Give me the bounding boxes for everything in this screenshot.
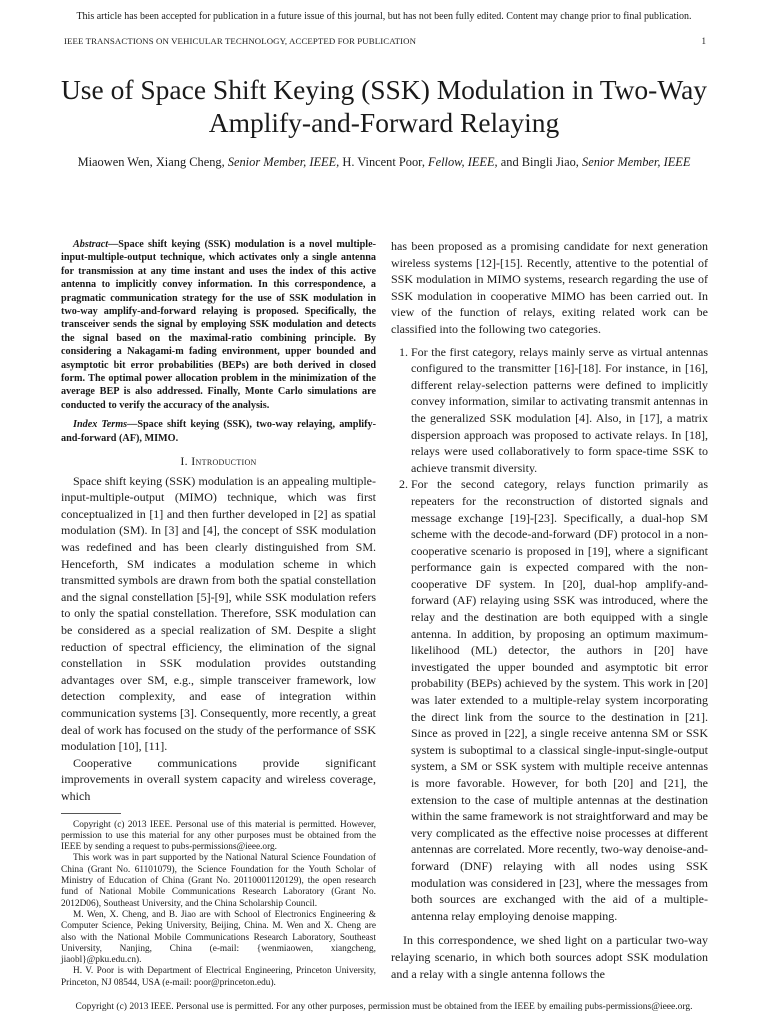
section-heading-introduction: I. Introduction: [180, 454, 257, 469]
footnote-affiliation-1: M. Wen, X. Cheng, and B. Jiao are with School of Electronics Engineering & Computer Science, Peking University, Beijing, China. M. Wen and X. Cheng are also with the National Mobile Communications Research Laboratory, Southeast University, Nanjing, China (e-mail: {wenmiaowen, xiangcheng, jiaobl}@pku.edu.cn).: [61, 909, 376, 966]
list-item: 2. For the second category, relays function primarily as repeaters for the reconstruction of distorted signals and message exchange [19]-[23]. Specifically, a dual-hop SM scheme with the decode-and-forward (DF) protocol in a non-cooperative scenario is proposed in [19], where a significant performance gain is expected compared with the non-cooperative DF system. In [20], dual-hop amplify-and-forward (AF) relaying using SSK was introduced, where the relay and the destination are both equipped with a single antenna. In addition, by proposing an optimum maximum-likelihood (ML) detector, the authors in [20] have investigated the upper bounded and asymptotic bit error probability (BEPs) achieved by the system. This work in [20] was later extended to a multiple-relay system incorporating the direct link from the source to the destination in [21]. Since as proved in [22], a single receive antenna SM or SSK system is suboptimal to a classical single-input-single-output system, a SM or SSK system with multiple receive antennas is more favorable. However, for both [20] and [21], the extension to the case of multiple antennas at the destination within the same framework is not straightforward and may be very complicated as the effective noise processes at different antennas are correlated. More recently, two-way denoise-and-forward (DNF) relaying with all nodes using SSK modulation was considered in [23], where the messages from both sources are exchanged with the aid of a multiple-antenna relay employing denoise mapping.: [411, 476, 708, 924]
author-2-role: Fellow, IEEE,: [428, 155, 498, 169]
left-column: [61, 238, 376, 989]
categories-list: [391, 344, 708, 925]
index-terms-text: —Space shift keying (SSK), two-way relaying, amplify-and-forward (AF), MIMO.: [61, 419, 376, 444]
intro-paragraph-1: Space shift keying (SSK) modulation is an appealing multiple-input-multiple-output (MIMO) technique, which was first conceptualized in [1] and then further developed in [2] as spatial modulation (SM). In [3] and [4], the concept of SSK modulation was redefined and has been clearly distinguished from SM. Henceforth, SM indicates a modulation scheme in which transmitted symbols are drawn from both the spatial constellation and the signal constellation [5]-[9], while SSK modulation refers to only the spatial constellation. Therefore, SSK modulation can be considered as a special realization of SM. Despite a slight reduction of spectral efficiency, the elimination of the signal constellation in SSK modulation provides outstanding advantages over SM, e.g., simple transceiver framework, low detection complexity, and ease of integration within communication systems [3]. Consequently, more recently, a great deal of work has focused on the study of the performance of SSK modulation [10], [11].: [61, 473, 376, 754]
abstract-text: —Space shift keying (SSK) modulation is a novel multiple-input-multiple-output technique, which activates only a single antenna for transmission at any time instant and uses the index of this active antenna to implicitly convey information. In this correspondence, a pragmatic communication strategy for the use of SSK modulation in two-way amplify-and-forward relaying is proposed. Specifically, the transceiver sends the signal by employing SSK modulation and detects the signal based on the maximal-ratio combining principle. By considering a Nakagami-m fading environment, upper bounded and asymptotic bit error probabilities (BEPs) are both derived in closed form. The optimal power allocation problem in the minimization of the average BEP is also addressed. Finally, Monte Carlo simulations are conducted to verify the accuracy of the analysis.: [61, 239, 376, 411]
index-terms-lead: Index Terms: [73, 419, 128, 431]
right-column: [391, 238, 708, 982]
footnote-affiliation-2: H. V. Poor is with Department of Electrical Engineering, Princeton University, Princeton, NJ 08544, USA (e-mail: poor@princeton.edu).: [61, 966, 376, 988]
footnote-divider: [61, 813, 121, 814]
author-3: and Bingli Jiao,: [500, 155, 579, 169]
index-terms: [61, 418, 376, 445]
author-1: Miaowen Wen, Xiang Cheng,: [77, 155, 225, 169]
bottom-copyright: Copyright (c) 2013 IEEE. Personal use is permitted. For any other purposes, permission must be obtained from the IEEE by emailing pubs-permissions@ieee.org.: [75, 1002, 693, 1012]
top-notice: This article has been accepted for publication in a future issue of this journal, but has not been fully edited. Content may change prior to final publication.: [76, 11, 692, 22]
intro-paragraph-2: Cooperative communications provide significant improvements in overall system capacity and wireless coverage, which: [61, 755, 376, 803]
author-3-role: Senior Member, IEEE: [582, 155, 691, 169]
footnote-funding: This work was in part supported by the National Natural Science Foundation of China (Grant No. 61101079), the Science Foundation for the Youth Scholar of Ministry of Education of China (Grant No. 20110001120129), the open research fund of National Mobile Communications Research Laboratory (Grant No. 2012D06), Southeast University, and the China Scholarship Council.: [61, 853, 376, 909]
running-head: IEEE TRANSACTIONS ON VEHICULAR TECHNOLOGY, ACCEPTED FOR PUBLICATION: [64, 36, 417, 46]
author-line: [70, 153, 698, 171]
abstract-lead: Abstract: [73, 239, 109, 250]
abstract: [61, 238, 376, 412]
author-1-role: Senior Member, IEEE,: [227, 155, 340, 169]
footnotes: [61, 820, 376, 989]
author-2: H. Vincent Poor,: [342, 155, 425, 169]
paper-title: Use of Space Shift Keying (SSK) Modulation in Two-Way Amplify-and-Forward Relaying: [60, 74, 708, 138]
right-paragraph-2: In this correspondence, we shed light on a particular two-way relaying scenario, in which both sources adopt SSK modulation and a relay with a single antenna follows the: [391, 933, 708, 981]
page-number: 1: [701, 36, 706, 46]
list-item: 1. For the first category, relays mainly serve as virtual antennas configured to the transmitter [16]-[18]. For instance, in [16], different relay-selection patterns were defined to implicitly convey information, similar to activating transmit antennas in the generalized SSK modulation [4]. Also, in [17], a matrix dispersion approach was proposed to activate relays. In [18], relays were used collaboratively to form space-time SSK to achieve transmit diversity.: [411, 344, 708, 477]
footnote-copyright: Copyright (c) 2013 IEEE. Personal use of this material is permitted. However, permission to use this material for any other purposes must be obtained from the IEEE by sending a request to pubs-permissions@ieee.org.: [61, 819, 376, 853]
right-paragraph-1: has been proposed as a promising candidate for next generation wireless systems [12]-[15]. Recently, attentive to the potential of SSK modulation in MIMO systems, research regarding the use of SSK modulation in cooperative MIMO has been carried out. In view of the function of relays, exiting related work can be classified into the following two categories.: [391, 239, 708, 336]
